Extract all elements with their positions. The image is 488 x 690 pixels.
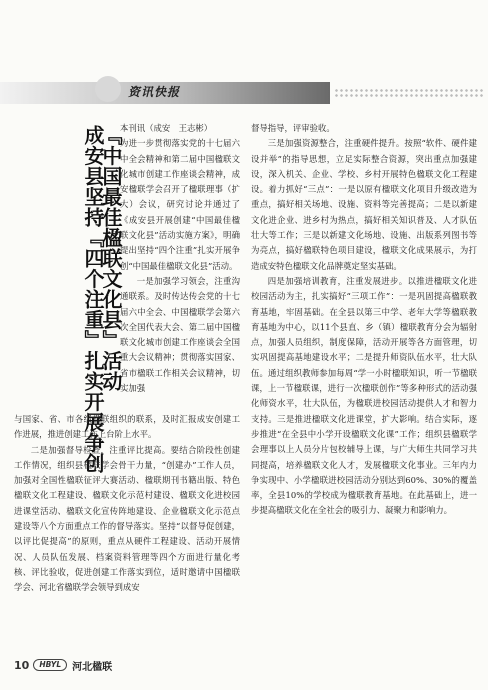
paragraph: 督导指导，评审验收。 bbox=[251, 123, 335, 133]
section-header-band bbox=[0, 70, 488, 108]
paragraph: 四是加强培训教育，注重发展进步。以推进楹联文化进校园活动为主，扎实搞好“三项工作”：一是巩固提高楹联教育基地，牢固基础。在全县以第三中学、老年大学等楹联教育基地为中心，以11个县直、乡（镇）楹联教育分会为辐射点，加强人员组织，制度保障，活动开展等各方面管理，切实巩固提高基地建设水平；二是提升师资队伍水平，壮大队伍。通过组织教师参加每周“学一小时楹联知识，听一节楹联课，上一节楹联课，进行一次楹联创作”等多种形式的活动强化师资水平，壮大队伍，为楹联进校园活动提供人才和智力支持。三是推进楹联文化进课堂，扩大影响。结合实际，逐步推进“在全县中小学开设楹联文化课”工作；组织县楹联学会理事以上人员分片包校辅导上课，与广大师生共同学习共同提高，培养楹联文化人才，发展楹联文化事业。三年内力争实现中、小学楹联进校园活动分别达到60%、30%的覆盖率，全县10%的学校成为楹联教育基地。在此基础上，进一步提高楹联文化在全社会的吸引力、凝聚力和影响力。 bbox=[251, 275, 477, 516]
magazine-logo: HBYL bbox=[33, 659, 67, 671]
header-dot-pattern bbox=[334, 88, 484, 98]
paragraph: 与国家、省、市各级楹联组织的联系，及时汇报成安创建工作进展，推进创建工作上台阶上水平。 bbox=[14, 414, 240, 440]
header-circle-decoration bbox=[95, 76, 121, 102]
paragraph: 三是加强资源整合，注重硬件提升。按照“软件、硬件建设并举”的指导思想，立足实际整合资源，突出重点加强建设，深入机关、企业、学校、乡村开展特色楹联文化工程建设。着力抓好“三点”：一是以原有楹联文化项目升级改造为重点，搞好相关场地、设施、资料等完善提高；二是以新建文化进企业、进乡村为热点，搞好相关知识普及、人才队伍壮大等工作；三是以新建文化场地、设施、出版系列图书等为亮点，搞好楹联特色项目建设，楹联文化成果展示，为打造成安特色楹联文化品牌奠定坚实基础。 bbox=[251, 138, 477, 271]
article-column-1-top bbox=[120, 121, 240, 396]
magazine-name: 河北楹联 bbox=[72, 661, 113, 673]
page-number: 10 bbox=[14, 658, 30, 672]
paragraph: 为进一步贯彻落实党的十七届六中全会精神和第二届中国楹联文化城市创建工作座谈会精神，成安楹联学会召开了楹联理事（扩大）会议，研究讨论并通过了《成安县开展创建“中国最佳楹联文化县”活动实施方案》，明确提出坚持“四个注重”扎实开展争创“中国最佳楹联文化县”活动。 bbox=[120, 138, 240, 271]
paragraph: 二是加强督导检查，注重评比提高。要结合阶段性创建工作情况，组织县楹联学会骨干力量，“创建办”工作人员，加强对全国性楹联征评大赛活动、楹联期刊书籍出版、特色楹联文化工程建设、楹联文化示范村建设、楹联文化进校园进课堂活动、楹联文化宣传阵地建设、企业楹联文化示范点建设等八个方面重点工作的督导落实。坚持“以督导促创建，以评比促提高”的原则，重点从硬件工程建设、活动开展情况、人员队伍发展、档案资料管理等四个方面进行量化考核、评比验收，促进创建工作落实到位，适时邀请中国楹联学会、河北省楹联学会领导到成安 bbox=[14, 444, 240, 593]
article-column-1-bottom bbox=[14, 412, 240, 596]
article-title-line-1: 成安县坚持『四个注重』扎实开展争创 bbox=[81, 125, 105, 474]
section-label: 资讯快报 bbox=[128, 85, 181, 99]
byline: 本刊讯（成安 王志彬） bbox=[120, 123, 213, 133]
page-footer bbox=[14, 658, 112, 672]
article-column-2 bbox=[251, 121, 477, 519]
paragraph: 一是加强学习领会，注重沟通联系。及时传达传会党的十七届六中全会、中国楹联学会第六次全国代表大会、第二届中国楹联文化城市创建工作座谈会全国重大会议精神；贯彻落实国家、省市楹联工作相关会议精神，切实加强 bbox=[120, 275, 240, 394]
article-title-line-2: 『中国最佳楹联文化县』活动 bbox=[99, 125, 123, 392]
